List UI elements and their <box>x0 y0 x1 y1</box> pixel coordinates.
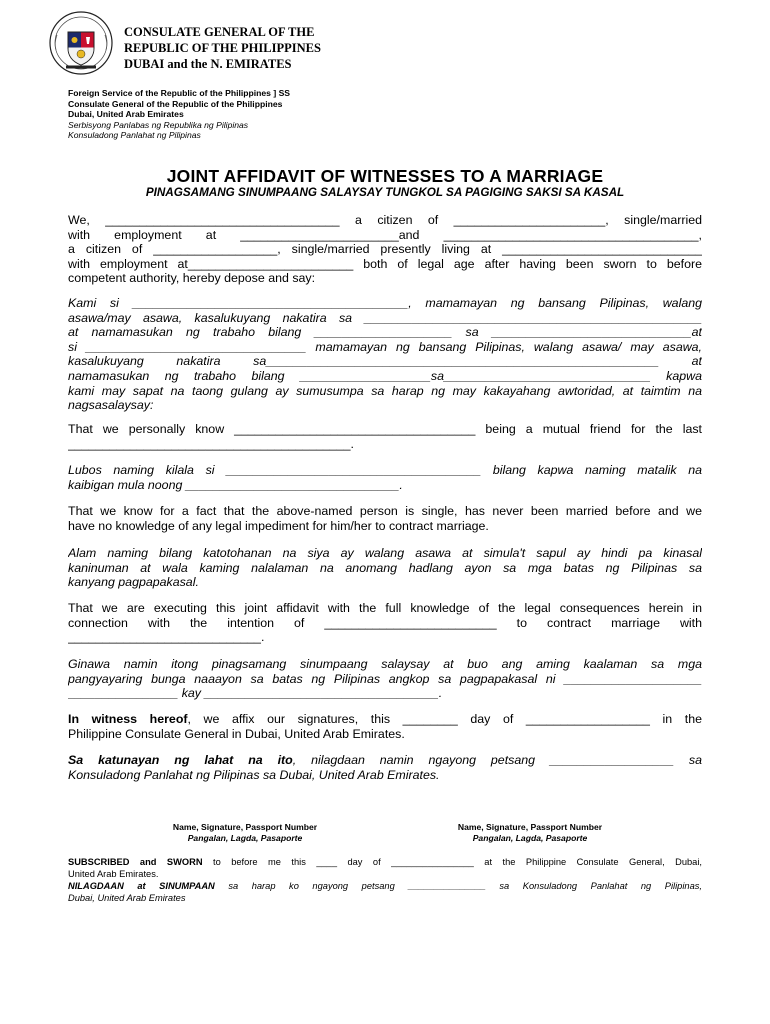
text-line: pangyayaring bunga naaayon sa batas ng Pilipinas angkop sa pagpapakasal ni ____________________ <box>68 671 702 686</box>
text-line: Alam naming bilang katotohanan na siya ay walang asawa at simula't sapul ay hindi pa kinasal <box>68 546 702 560</box>
text-line: Kami si ________________________________________, mamamayan ng bansang Pilipinas, walang <box>68 296 702 310</box>
paragraph-sa-katunayan: Sa katunayan ng lahat na ito, nilagdaan namin ngayong petsang __________________ sa Konsuladong Panlahat ng Pilipinas sa Dubai, United Arab Emirates. <box>68 753 702 782</box>
paragraph-single-status-filipino <box>68 546 702 590</box>
text-line: namamasukan ng trabaho bilang ___________________sa______________________________ kapwa <box>68 368 702 383</box>
philippine-seal-icon <box>48 10 114 76</box>
text-line: connection with the intention of _________________________ to contract marriage with <box>68 615 702 630</box>
text-line: kanyang pagpapakasal. <box>68 575 199 590</box>
text-line: We, __________________________________ a citizen of ______________________, single/married <box>68 213 702 227</box>
text-line: ____________________________. <box>68 630 265 645</box>
text-line: That we know for a fact that the above-named person is single, has never been married before and we <box>68 504 702 518</box>
document-subtitle: PINAGSAMANG SINUMPAANG SALAYSAY TUNGKOL SA PAGIGING SAKSI SA KASAL <box>145 186 625 199</box>
paragraph-witness-intro-filipino <box>68 296 702 413</box>
text-line: with employment at________________________ both of legal age after having been sworn to before <box>68 256 702 271</box>
paragraph-legal-consequences <box>68 601 702 645</box>
paragraph-witness-intro <box>68 213 702 286</box>
text-line: competent authority, hereby depose and say: <box>68 271 316 286</box>
text-line: kaninuman at wala kaming nalalaman na anomang hadlang ayon sa mga batas ng Pilipinas sa <box>68 560 702 575</box>
text-line: have no knowledge of any legal impediment for him/her to contract marriage. <box>68 518 489 533</box>
paragraph-mutual-friend-filipino <box>68 463 702 492</box>
text-line: _________________________________________. <box>68 436 354 451</box>
paragraph-single-status <box>68 504 702 533</box>
venue-block: Foreign Service of the Republic of the Philippines ] SS Consulate General of the Republic of the Philippines Dubai, United Arab Emirates Serbisyong Panlabas ng Republika ng Pilipinas Konsuladong Panlahat ng Pilipinas <box>68 88 291 140</box>
text-line: Lubos naming kilala si _____________________________________ bilang kapwa naming matalik na <box>68 463 702 477</box>
signature-block-1: Name, Signature, Passport Number Pangalan, Lagda, Pasaporte <box>172 822 318 843</box>
text-line: That we personally know ___________________________________ being a mutual friend for the last <box>68 422 702 436</box>
text-line: at namamasukan ng trabaho bilang ____________________ sa _____________________________at <box>68 325 702 340</box>
paragraph-in-witness-hereof: In witness hereof, we affix our signatures, this ________ day of __________________ in the Philippine Consulate General in Dubai, United Arab Emirates. <box>68 712 702 741</box>
text-line: kasalukuyang nakatira sa_________________________________________________________ at <box>68 354 702 369</box>
text-line: ________________ kay __________________________________. <box>68 686 443 701</box>
text-line: nagsasalaysay: <box>68 398 154 413</box>
text-line: asawa/may asawa, kasalukuyang nakatira sa _________________________________________________ <box>68 310 702 325</box>
text-line: si ________________________________ mamamayan ng bansang Pilipinas, walang asawa/ may asawa, <box>68 339 702 354</box>
text-line: kami may sapat na taong gulang ay sumusumpa sa harap ng may kakayahang awtoridad, at taimtim na <box>68 383 702 398</box>
jurat: SUBSCRIBED and SWORN to before me this ____ day of ________________ at the Philippine Consulate General, Dubai, United Arab Emirates. NILAGDAAN at SINUMPAAN sa harap ko ngayong petsang _______________ sa Konsuladong Panlahat ng Pilipinas, Dubai, United Arab Emirates <box>68 857 702 903</box>
text-line: That we are executing this joint affidavit with the full knowledge of the legal consequences herein in <box>68 601 702 615</box>
text-line: kaibigan mula noong _______________________________. <box>68 477 403 492</box>
signature-block-2: Name, Signature, Passport Number Pangalan, Lagda, Pasaporte <box>457 822 603 843</box>
paragraph-mutual-friend <box>68 422 702 451</box>
paragraph-legal-consequences-filipino <box>68 657 702 701</box>
text-line: with employment at _______________________and _____________________________________, <box>68 227 702 242</box>
text-line: a citizen of __________________, single/married presently living at _____________________________ <box>68 242 702 257</box>
document-title: JOINT AFFIDAVIT OF WITNESSES TO A MARRIAGE <box>166 166 604 186</box>
text-line: Ginawa namin itong pinagsamang sinumpaang salaysay at buo ang aming kaalaman sa mga <box>68 657 702 671</box>
consulate-name: CONSULATE GENERAL OF THE REPUBLIC OF THE PHILIPPINES DUBAI and the N. EMIRATES <box>124 25 321 71</box>
